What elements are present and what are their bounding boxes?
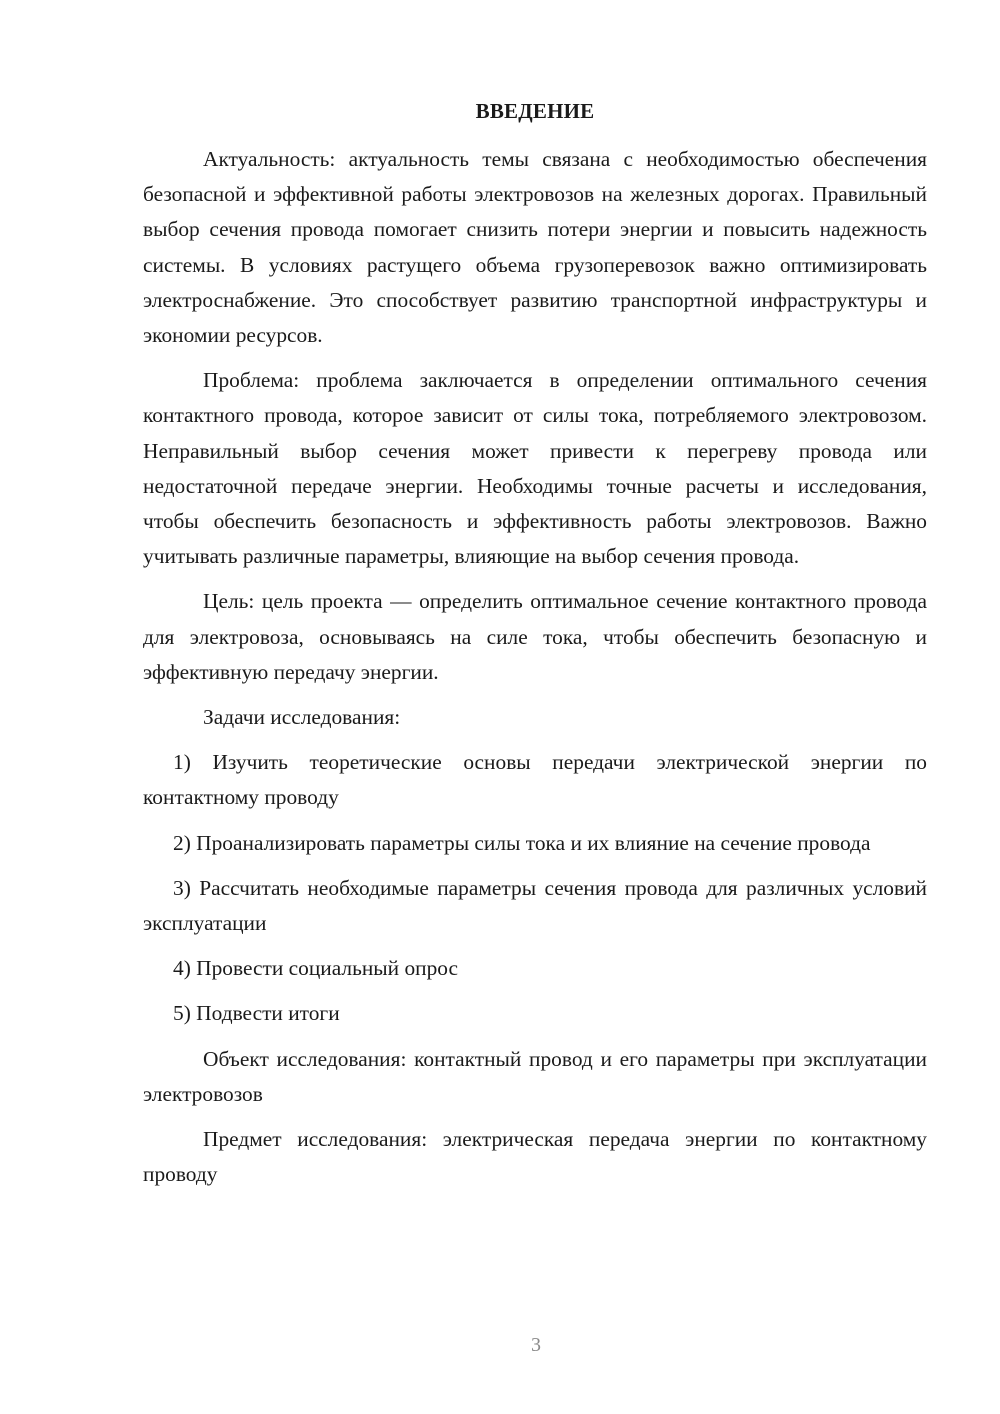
task-item-5: 5) Подвести итоги [173, 1001, 340, 1026]
paragraph-object: Объект исследования: контактный провод и его параметры при эксплуатации электровозов [143, 1046, 927, 1106]
document-body [143, 142, 927, 1202]
paragraph-problem: Проблема: проблема заключается в определении оптимального сечения контактного провода, которое зависит от силы тока, потребляемого электровозом. Неправильный выбор сечения может привести к перегреву провода или недостаточной передаче энергии. Необходимы точные расчеты и исследования, чтобы обеспечить безопасность и эффективность работы электровозов. Важно учитывать различные параметры, влияющие на выбор сечения провода. [143, 368, 927, 569]
paragraph-relevance: Актуальность: актуальность темы связана с необходимостью обеспечения безопасной и эффективной работы электровозов на железных дорогах. Правильный выбор сечения провода помогает снизить потери энергии и повысить надежность системы. В условиях растущего объема грузоперевозок важно оптимизировать электроснабжение. Это способствует развитию транспортной инфраструктуры и экономии ресурсов. [143, 147, 927, 348]
paragraph-goal: Цель: цель проекта — определить оптимальное сечение контактного провода для электровоза, основываясь на силе тока, чтобы обеспечить безопасную и эффективную передачу энергии. [143, 589, 927, 684]
page-title: ВВЕДЕНИЕ [475, 99, 595, 123]
paragraph-subject: Предмет исследования: электрическая передача энергии по контактному проводу [143, 1127, 927, 1187]
task-item-4: 4) Провести социальный опрос [173, 956, 459, 981]
task-item-2: 2) Проанализировать параметры силы тока и их влияние на сечение провода [173, 830, 871, 855]
page-number: 3 [531, 1334, 541, 1356]
task-item-1: 1) Изучить теоретические основы передачи электрической энергии по контактному проводу [143, 750, 927, 810]
tasks-heading: Задачи исследования: [203, 705, 401, 730]
task-item-3: 3) Рассчитать необходимые параметры сечения провода для различных условий эксплуатации [143, 875, 927, 936]
